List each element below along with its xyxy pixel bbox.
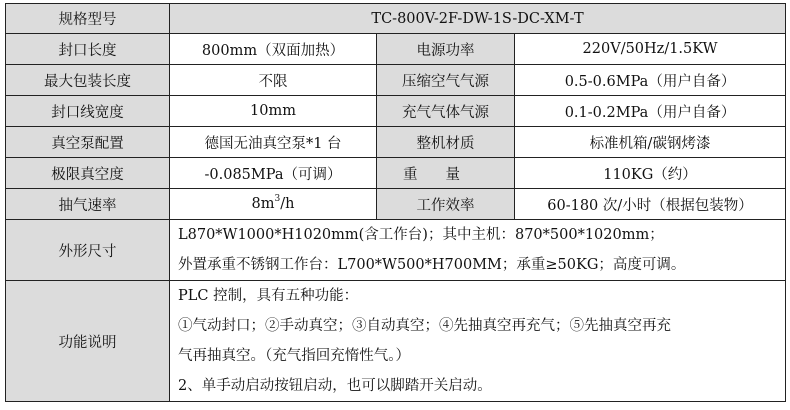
inflation-gas-label: 充气气体气源 [377, 96, 515, 127]
dimensions-value [170, 220, 786, 281]
functions-line-3: 气再抽真空。（充气指回充惰性气。） [178, 348, 410, 364]
pump-speed-value [170, 189, 377, 220]
table-row [6, 189, 786, 220]
weight-label-cell [377, 158, 515, 189]
table-row [6, 158, 786, 189]
efficiency-value: 60-180 次/小时（根据包装物） [515, 189, 786, 220]
vacuum-pump-label: 真空泵配置 [6, 127, 170, 158]
vacuum-degree-label: 极限真空度 [6, 158, 170, 189]
model-value: TC-800V-2F-DW-1S-DC-XM-T [170, 4, 786, 34]
functions-line-4: 2、单手动启动按钮启动，也可以脚踏开关启动。 [178, 378, 492, 394]
functions-line-1: PLC 控制，具有五种功能： [178, 288, 359, 304]
vacuum-pump-value: 德国无油真空泵*1 台 [170, 127, 377, 158]
dimensions-line-1: L870*W1000*H1020mm(含工作台)；其中主机：870*500*1020mm； [178, 227, 664, 243]
table-row [6, 127, 786, 158]
pump-speed-label: 抽气速率 [6, 189, 170, 220]
pump-speed-exponent: 3 [274, 194, 281, 204]
pump-speed-unit: /h [280, 196, 295, 212]
functions-value [170, 281, 786, 402]
seal-length-label: 封口长度 [6, 34, 170, 65]
table-row [6, 65, 786, 96]
material-value: 标准机箱/碳钢烤漆 [515, 127, 786, 158]
seal-width-label: 封口线宽度 [6, 96, 170, 127]
compressed-air-value: 0.5-0.6MPa（用户自备） [515, 65, 786, 96]
material-label: 整机材质 [377, 127, 515, 158]
inflation-gas-value: 0.1-0.2MPa（用户自备） [515, 96, 786, 127]
dimensions-line-2: 外置承重不锈钢工作台：L700*W500*H700MM；承重≥50KG；高度可调。 [178, 257, 686, 273]
seal-length-value: 800mm（双面加热） [170, 34, 377, 65]
power-value: 220V/50Hz/1.5KW [515, 34, 786, 65]
max-pack-length-value: 不限 [170, 65, 377, 96]
pump-speed-number: 8m [251, 196, 275, 212]
seal-width-value: 10mm [170, 96, 377, 127]
table-row [6, 34, 786, 65]
spec-table [5, 3, 786, 402]
table-row [6, 281, 786, 402]
table-row [6, 96, 786, 127]
vacuum-degree-value: -0.085MPa（可调） [170, 158, 377, 189]
functions-line-2: ①气动封口；②手动真空；③自动真空；④先抽真空再充气；⑤先抽真空再充 [178, 318, 671, 334]
functions-label: 功能说明 [6, 281, 170, 402]
power-label: 电源功率 [377, 34, 515, 65]
weight-value: 110KG（约） [515, 158, 786, 189]
weight-label: 重量 [403, 166, 488, 183]
max-pack-length-label: 最大包装长度 [6, 65, 170, 96]
table-row [6, 4, 786, 34]
dimensions-label: 外形尺寸 [6, 220, 170, 281]
table-row [6, 220, 786, 281]
efficiency-label: 工作效率 [377, 189, 515, 220]
model-label: 规格型号 [6, 4, 170, 34]
compressed-air-label: 压缩空气气源 [377, 65, 515, 96]
